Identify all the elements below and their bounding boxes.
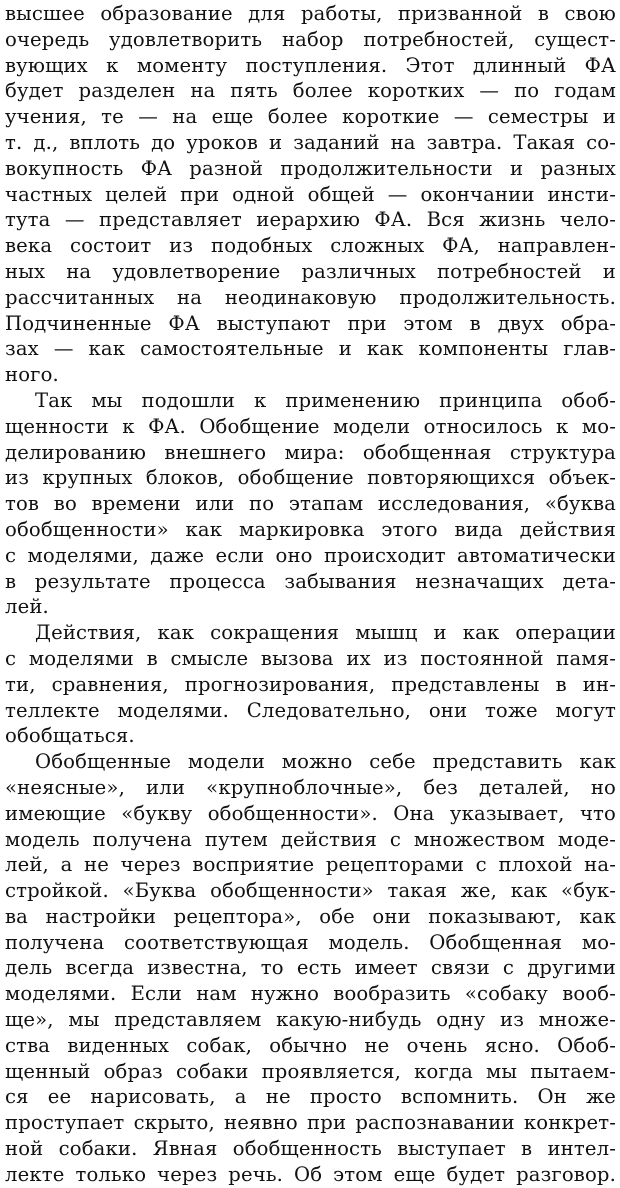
text-line: века состоит из подобных сложных ФА, направлен- xyxy=(5,234,616,258)
text-line: обобщенности» как маркировка этого вида действия xyxy=(5,517,616,541)
text-line: ся ее нарисовать, а не просто вспомнить. Он же xyxy=(5,1085,616,1109)
text-line: т. д., вплоть до уроков и заданий на завтра. Такая со- xyxy=(5,130,616,154)
text-line: делированию внешнего мира: обобщенная структура xyxy=(5,440,616,464)
text-line: моделями. Если нам нужно вообразить «собаку вооб- xyxy=(5,982,616,1006)
text-line: из крупных блоков, обобщение повторяющихся объек- xyxy=(5,466,616,490)
text-line: «неясные», или «крупноблочные», без деталей, но xyxy=(5,775,616,799)
text-line: Обобщенные модели можно себе представить как xyxy=(35,750,616,774)
text-line: щенности к ФА. Обобщение модели относилось к мо- xyxy=(5,414,616,438)
text-line: Так мы подошли к применению принципа обоб- xyxy=(35,388,616,412)
paragraph-generalized-models xyxy=(5,749,616,1188)
text-line: зах — как самостоятельные и как компоненты глав- xyxy=(5,337,616,361)
text-line: ного. xyxy=(5,363,59,387)
text-line: в результате процесса забывания незначащих дета- xyxy=(5,569,616,593)
text-line: частных целей при одной общей — окончании инсти- xyxy=(5,182,616,206)
text-line: будет разделен на пять более коротких — по годам xyxy=(5,79,616,103)
text-line: с моделями, даже если оно происходит автоматически xyxy=(5,543,616,567)
text-line: рассчитанных на неодинаковую продолжительность. xyxy=(5,285,616,309)
text-line: вующих к моменту поступления. Этот длинный ФА xyxy=(5,53,616,77)
text-line: щенный образ собаки проявляется, когда мы пытаем- xyxy=(5,1059,616,1083)
paragraph-actions-as-models xyxy=(5,620,616,749)
paragraph-hierarchy-of-fa xyxy=(5,1,616,388)
text-line: вокупность ФА разной продолжительности и разных xyxy=(5,156,616,180)
text-line: имеющие «букву обобщенности». Она указывает, что xyxy=(5,801,616,825)
text-line: Действия, как сокращения мышц и как операции xyxy=(35,621,616,645)
text-line: дель всегда известна, то есть имеет связи с другими xyxy=(5,956,616,980)
text-line: лей. xyxy=(5,595,49,619)
text-line: тута — представляет иерархию ФА. Вся жизнь чело- xyxy=(5,208,616,232)
text-line: ства виденных собак, обычно не очень ясно. Обоб- xyxy=(5,1033,616,1057)
text-line: ще», мы представляем какую-нибудь одну из множе- xyxy=(5,1008,616,1032)
text-line: учения, те — на еще более короткие — семестры и xyxy=(5,105,616,129)
text-line: обобщаться. xyxy=(5,724,135,748)
text-line: модель получена путем действия с множеством моде- xyxy=(5,827,616,851)
text-line: проступает скрыто, неявно при распознавании конкрет- xyxy=(5,1111,616,1135)
text-line: теллекте моделями. Следовательно, они тоже могут xyxy=(5,698,616,722)
text-line: ной собаки. Явная обобщенность выступает в интел- xyxy=(5,1137,616,1161)
text-line: с моделями в смысле вызова их из постоянной памя- xyxy=(5,646,616,670)
text-line: лекте только через речь. Об этом еще будет разговор. xyxy=(5,1162,616,1186)
text-line: получена соответствующая модель. Обобщенная мо- xyxy=(5,930,616,954)
text-line: ти, сравнения, прогнозирования, представлены в ин- xyxy=(5,672,616,696)
text-line: стройкой. «Буква обобщенности» такая же, как «бук- xyxy=(5,879,616,903)
text-line: Подчиненные ФА выступают при этом в двух обра- xyxy=(5,311,616,335)
text-line: очередь удовлетворить набор потребностей, сущест- xyxy=(5,27,616,51)
paragraph-generalization-principle xyxy=(5,388,616,620)
text-line: ных на удовлетворение различных потребностей и xyxy=(5,259,616,283)
text-line: тов во времени или по этапам исследования, «буква xyxy=(5,492,616,516)
text-line: ва настройки рецептора», обе они показывают, как xyxy=(5,904,616,928)
text-line: лей, а не через восприятие рецепторами с плохой на- xyxy=(5,853,616,877)
text-line: высшее образование для работы, призванной в свою xyxy=(5,2,616,25)
